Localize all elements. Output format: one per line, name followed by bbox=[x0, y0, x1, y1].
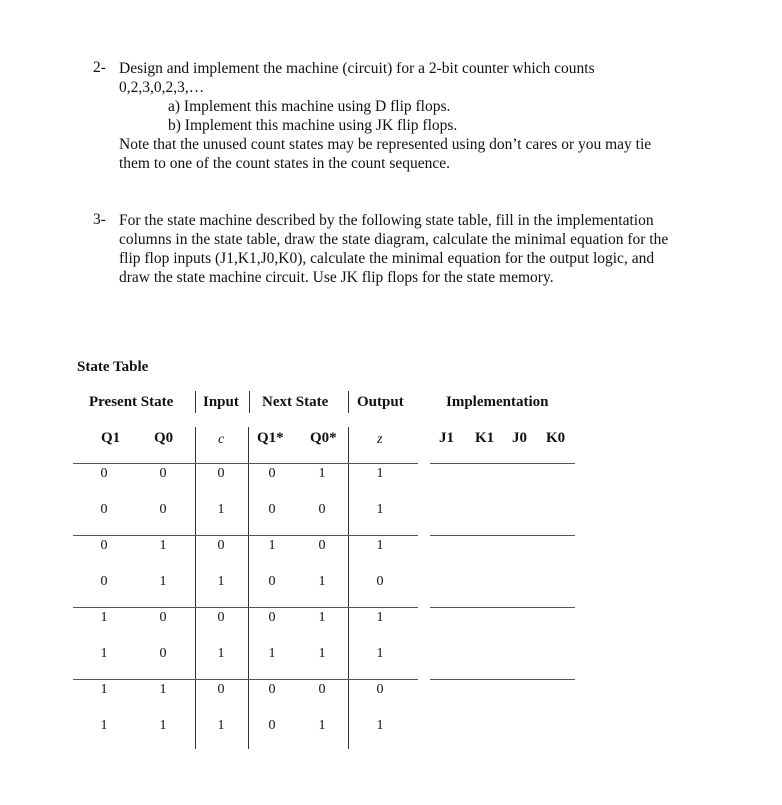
question-2-note-line-1: Note that the unused count states may be represented using don’t cares or you may tie bbox=[119, 136, 652, 153]
cell-z: 1 bbox=[376, 646, 384, 661]
impl-separator-4 bbox=[430, 679, 575, 680]
subheader-c: c bbox=[218, 432, 225, 447]
question-2-part-b: b) Implement this machine using JK flip flops. bbox=[168, 117, 458, 134]
cell-q0: 1 bbox=[159, 538, 167, 553]
subheader-j0: J0 bbox=[512, 430, 527, 446]
question-2-line-1: Design and implement the machine (circuit) for a 2-bit counter which counts bbox=[119, 60, 595, 77]
cell-q1: 0 bbox=[100, 502, 108, 517]
cell-q1-next: 0 bbox=[268, 502, 276, 517]
cell-q1: 0 bbox=[100, 538, 108, 553]
cell-q0-next: 1 bbox=[318, 610, 326, 625]
cell-q0: 0 bbox=[159, 466, 167, 481]
cell-c: 0 bbox=[217, 466, 225, 481]
cell-c: 1 bbox=[217, 574, 225, 589]
cell-q1: 0 bbox=[100, 466, 108, 481]
cell-q0: 0 bbox=[159, 502, 167, 517]
divider-header-3 bbox=[348, 391, 349, 413]
cell-q1-next: 0 bbox=[268, 466, 276, 481]
cell-c: 1 bbox=[217, 718, 225, 733]
header-input: Input bbox=[203, 394, 239, 410]
cell-q0-next: 1 bbox=[318, 466, 326, 481]
subheader-j1: J1 bbox=[439, 430, 454, 446]
cell-z: 1 bbox=[376, 610, 384, 625]
cell-z: 0 bbox=[376, 682, 384, 697]
divider-output-left bbox=[348, 427, 349, 749]
impl-separator-2 bbox=[430, 535, 575, 536]
cell-q0: 0 bbox=[159, 610, 167, 625]
subheader-k1: K1 bbox=[475, 430, 495, 446]
subheader-q1: Q1 bbox=[101, 430, 121, 446]
cell-q1-next: 0 bbox=[268, 718, 276, 733]
cell-q0-next: 1 bbox=[318, 646, 326, 661]
question-2-line-2: 0,2,3,0,2,3,… bbox=[119, 79, 205, 96]
cell-q1-next: 1 bbox=[268, 646, 276, 661]
cell-q1-next: 0 bbox=[268, 682, 276, 697]
divider-header-1 bbox=[195, 391, 196, 413]
cell-q0-next: 0 bbox=[318, 682, 326, 697]
subheader-z: z bbox=[377, 432, 383, 447]
cell-q0-next: 0 bbox=[318, 538, 326, 553]
question-2-note-line-2: them to one of the count states in the count sequence. bbox=[119, 155, 451, 172]
divider-header-2 bbox=[249, 391, 250, 413]
row-separator-4 bbox=[73, 679, 418, 680]
header-output: Output bbox=[357, 394, 404, 410]
question-3-line-1: For the state machine described by the following state table, fill in the implementation bbox=[119, 212, 654, 229]
cell-q1-next: 1 bbox=[268, 538, 276, 553]
question-3-line-4: draw the state machine circuit. Use JK flip flops for the state memory. bbox=[119, 269, 554, 286]
cell-c: 0 bbox=[217, 538, 225, 553]
subheader-k0: K0 bbox=[546, 430, 566, 446]
cell-z: 1 bbox=[376, 466, 384, 481]
state-table-title: State Table bbox=[77, 359, 149, 375]
cell-c: 1 bbox=[217, 646, 225, 661]
row-separator-2 bbox=[73, 535, 418, 536]
question-3-number: 3- bbox=[93, 211, 106, 228]
cell-q0: 0 bbox=[159, 646, 167, 661]
subheader-q1-next: Q1* bbox=[257, 430, 284, 446]
cell-q1: 1 bbox=[100, 610, 108, 625]
cell-q0-next: 0 bbox=[318, 502, 326, 517]
cell-z: 1 bbox=[376, 502, 384, 517]
cell-q0: 1 bbox=[159, 574, 167, 589]
cell-q1-next: 0 bbox=[268, 610, 276, 625]
cell-c: 0 bbox=[217, 682, 225, 697]
header-present-state: Present State bbox=[89, 394, 174, 410]
cell-z: 0 bbox=[376, 574, 384, 589]
question-2-number: 2- bbox=[93, 59, 106, 76]
question-3-line-2: columns in the state table, draw the state diagram, calculate the minimal equation for the bbox=[119, 231, 669, 248]
cell-q1: 1 bbox=[100, 682, 108, 697]
cell-q1-next: 0 bbox=[268, 574, 276, 589]
question-2-part-a: a) Implement this machine using D flip flops. bbox=[168, 98, 451, 115]
cell-z: 1 bbox=[376, 538, 384, 553]
cell-z: 1 bbox=[376, 718, 384, 733]
cell-q0: 1 bbox=[159, 682, 167, 697]
cell-q1: 1 bbox=[100, 718, 108, 733]
divider-input-right bbox=[248, 427, 249, 749]
impl-separator-1 bbox=[430, 463, 575, 464]
subheader-q0-next: Q0* bbox=[310, 430, 337, 446]
header-next-state: Next State bbox=[262, 394, 329, 410]
cell-c: 1 bbox=[217, 502, 225, 517]
cell-c: 0 bbox=[217, 610, 225, 625]
row-separator-3 bbox=[73, 607, 418, 608]
cell-q0-next: 1 bbox=[318, 574, 326, 589]
subheader-q0: Q0 bbox=[154, 430, 174, 446]
row-separator-1 bbox=[73, 463, 418, 464]
question-3-line-3: flip flop inputs (J1,K1,J0,K0), calculate the minimal equation for the output logic, and bbox=[119, 250, 655, 267]
cell-q0-next: 1 bbox=[318, 718, 326, 733]
cell-q0: 1 bbox=[159, 718, 167, 733]
cell-q1: 0 bbox=[100, 574, 108, 589]
cell-q1: 1 bbox=[100, 646, 108, 661]
impl-separator-3 bbox=[430, 607, 575, 608]
divider-input-left bbox=[195, 427, 196, 749]
header-implementation: Implementation bbox=[446, 394, 549, 410]
